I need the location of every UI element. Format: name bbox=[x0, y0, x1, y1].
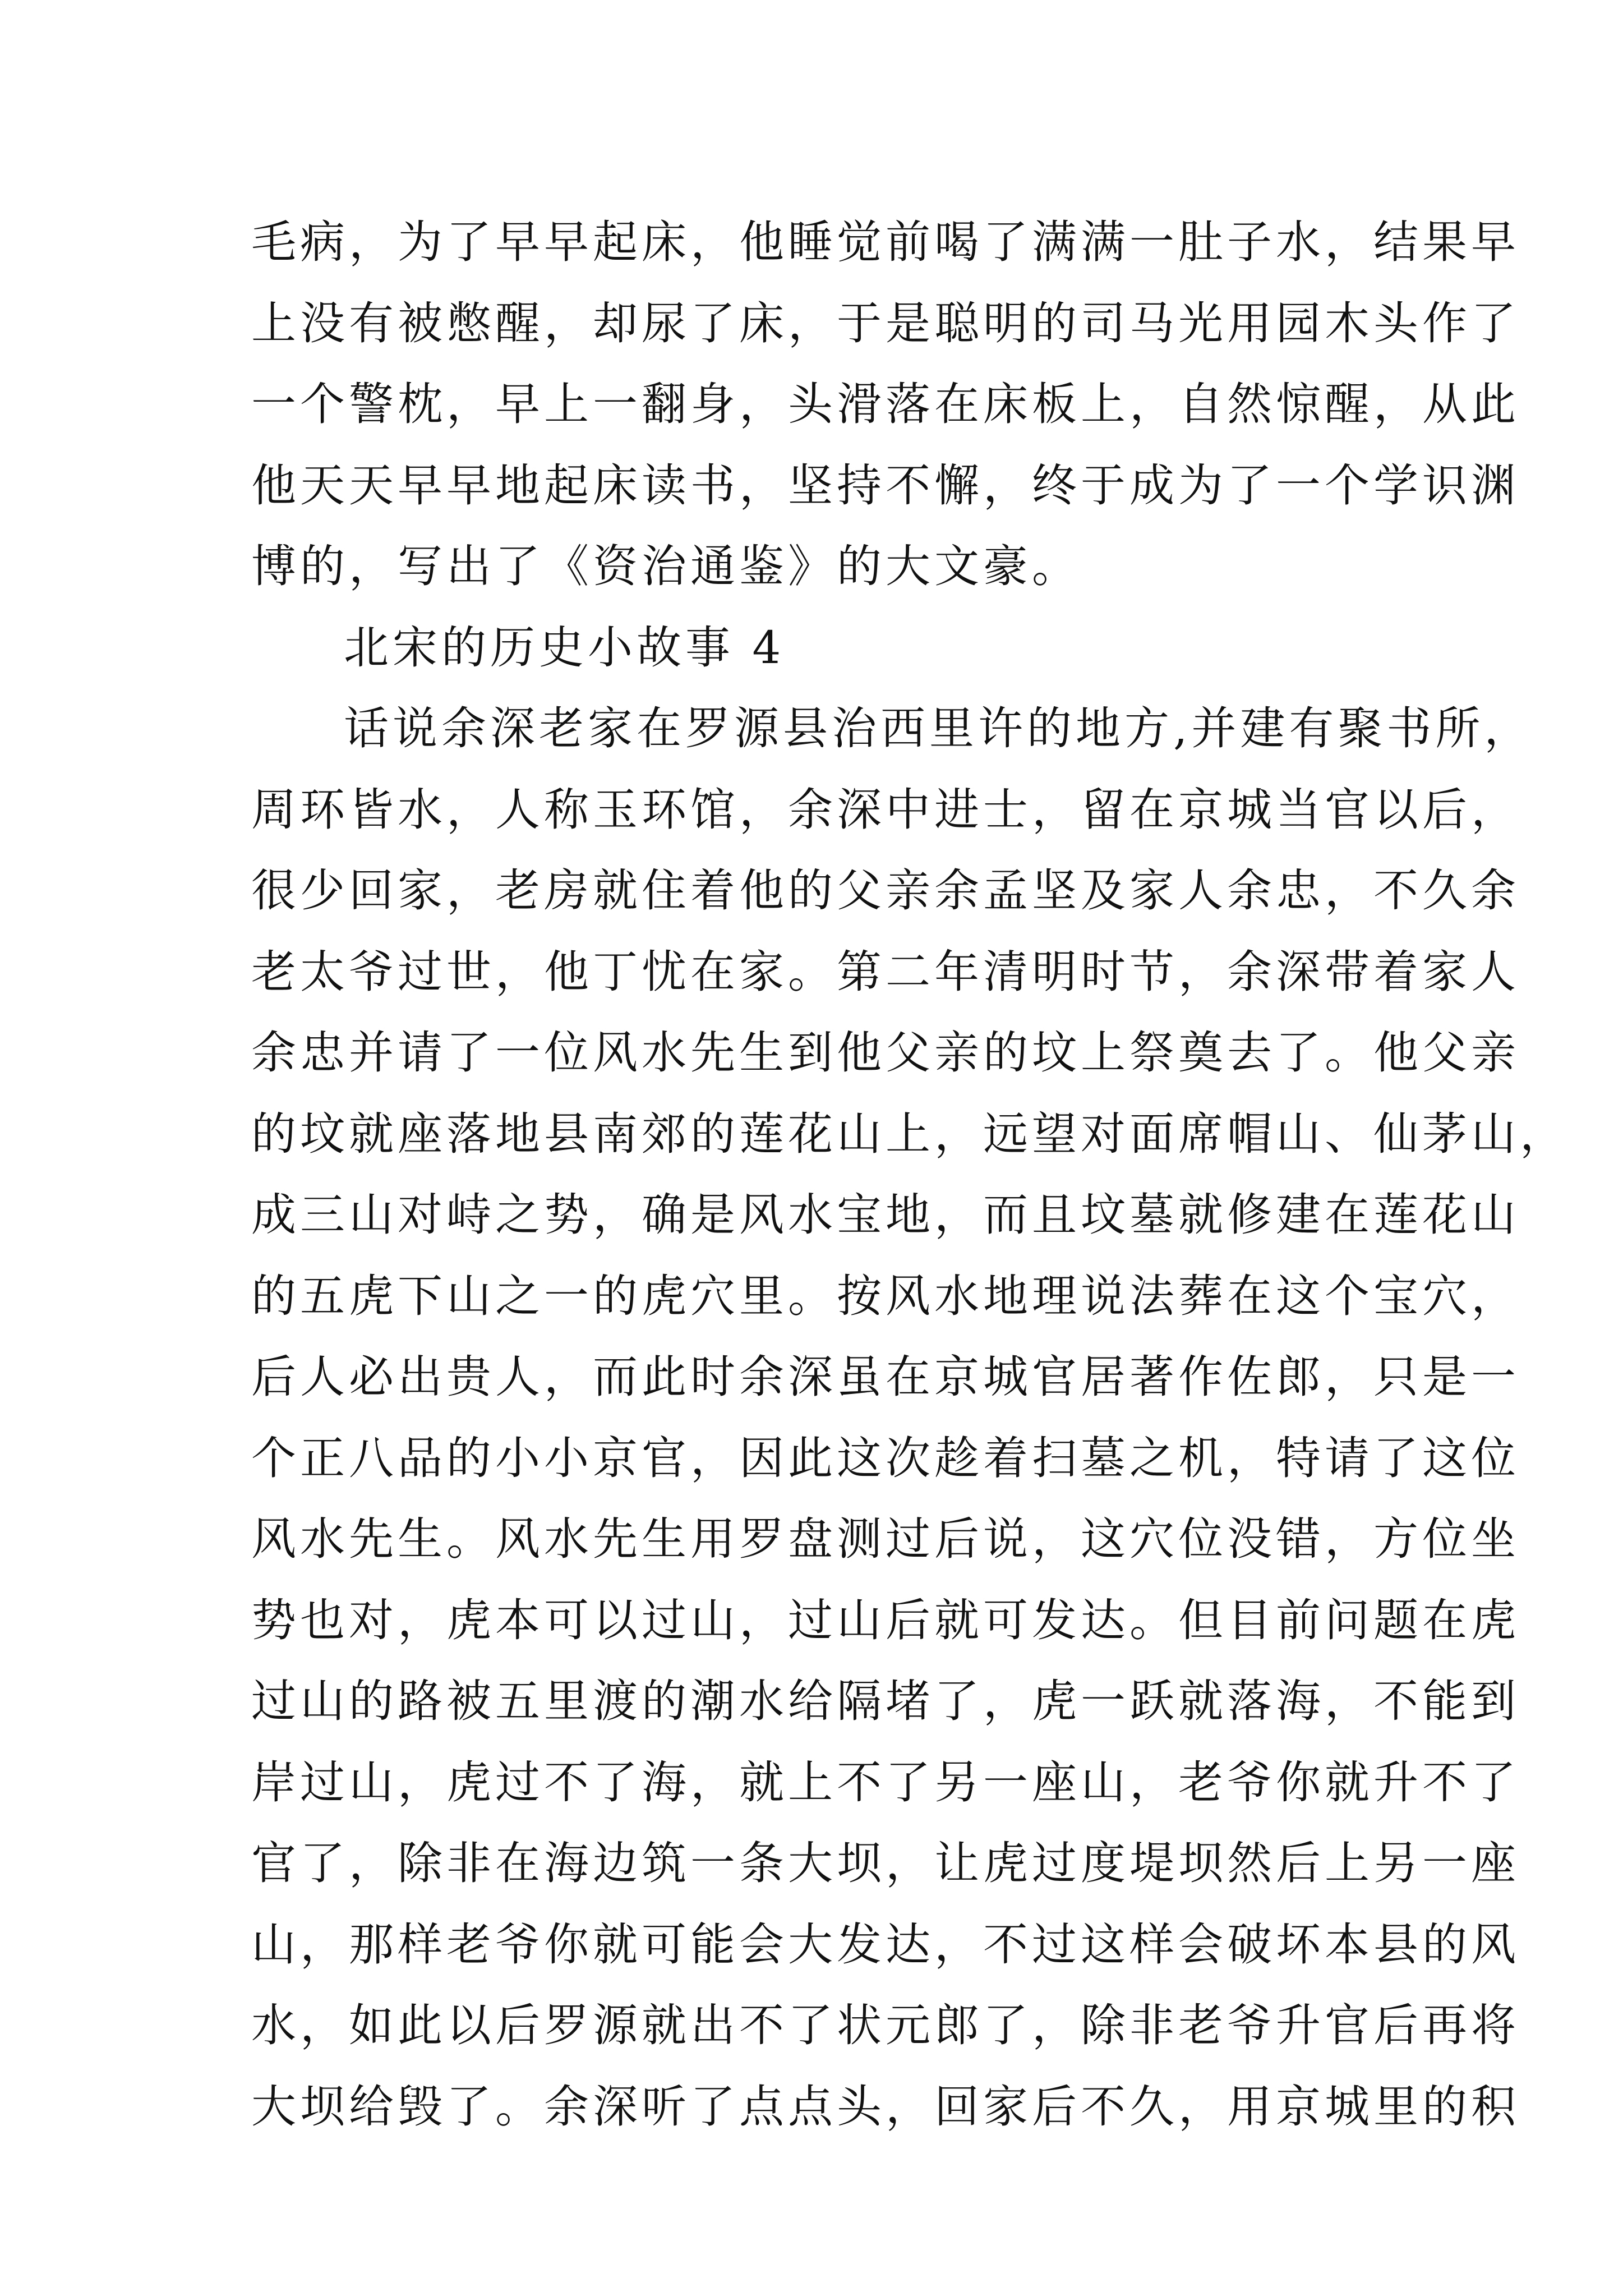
body-line: 博的，写出了《资治通鉴》的大文豪。 bbox=[251, 540, 1081, 592]
body-line: 成三山对峙之势，确是风水宝地，而且坟墓就修建在莲花山 bbox=[251, 1189, 1520, 1241]
body-line: 他天天早早地起床读书，坚持不懈，终于成为了一个学识渊 bbox=[251, 459, 1520, 512]
body-line: 官了，除非在海边筑一条大坝，让虎过度堤坝然后上另一座 bbox=[251, 1837, 1520, 1889]
body-line: 岸过山，虎过不了海，就上不了另一座山，老爷你就升不了 bbox=[251, 1756, 1520, 1809]
body-line: 势也对，虎本可以过山，过山后就可发达。但目前问题在虎 bbox=[251, 1594, 1520, 1646]
body-line: 毛病，为了早早起床，他睡觉前喝了满满一肚子水，结果早 bbox=[251, 216, 1520, 268]
paragraph-first-line: 话说余深老家在罗源县治西里许的地方,并建有聚书所， bbox=[344, 702, 1533, 754]
body-line: 山，那样老爷你就可能会大发达，不过这样会破坏本县的风 bbox=[251, 1918, 1520, 1971]
body-line: 的五虎下山之一的虎穴里。按风水地理说法葬在这个宝穴， bbox=[251, 1269, 1520, 1322]
body-line: 个正八品的小小京官，因此这次趁着扫墓之机，特请了这位 bbox=[251, 1432, 1520, 1484]
body-line: 水，如此以后罗源就出不了状元郎了，除非老爷升官后再将 bbox=[251, 1999, 1520, 2051]
document-body bbox=[251, 202, 1569, 2147]
body-line: 上没有被憋醒，却尿了床，于是聪明的司马光用园木头作了 bbox=[251, 297, 1520, 349]
body-line: 后人必出贵人，而此时余深虽在京城官居著作佐郎，只是一 bbox=[251, 1351, 1520, 1403]
body-line: 的坟就座落地县南郊的莲花山上，远望对面席帽山、仙茅山， bbox=[251, 1107, 1569, 1160]
body-line: 大坝给毁了。余深听了点点头，回家后不久，用京城里的积 bbox=[251, 2080, 1520, 2133]
body-line: 过山的路被五里渡的潮水给隔堵了，虎一跃就落海，不能到 bbox=[251, 1675, 1520, 1727]
body-line: 很少回家，老房就住着他的父亲余孟坚及家人余忠，不久余 bbox=[251, 864, 1520, 917]
body-line: 余忠并请了一位风水先生到他父亲的坟上祭奠去了。他父亲 bbox=[251, 1027, 1520, 1079]
section-heading: 北宋的历史小故事 4 bbox=[344, 621, 785, 674]
body-line: 风水先生。风水先生用罗盘测过后说，这穴位没错，方位坐 bbox=[251, 1513, 1520, 1565]
body-line: 老太爷过世，他丁忧在家。第二年清明时节，余深带着家人 bbox=[251, 945, 1520, 998]
body-line: 周环皆水，人称玉环馆，余深中进士，留在京城当官以后， bbox=[251, 783, 1520, 836]
body-line: 一个警枕，早上一翻身，头滑落在床板上，自然惊醒，从此 bbox=[251, 378, 1520, 430]
